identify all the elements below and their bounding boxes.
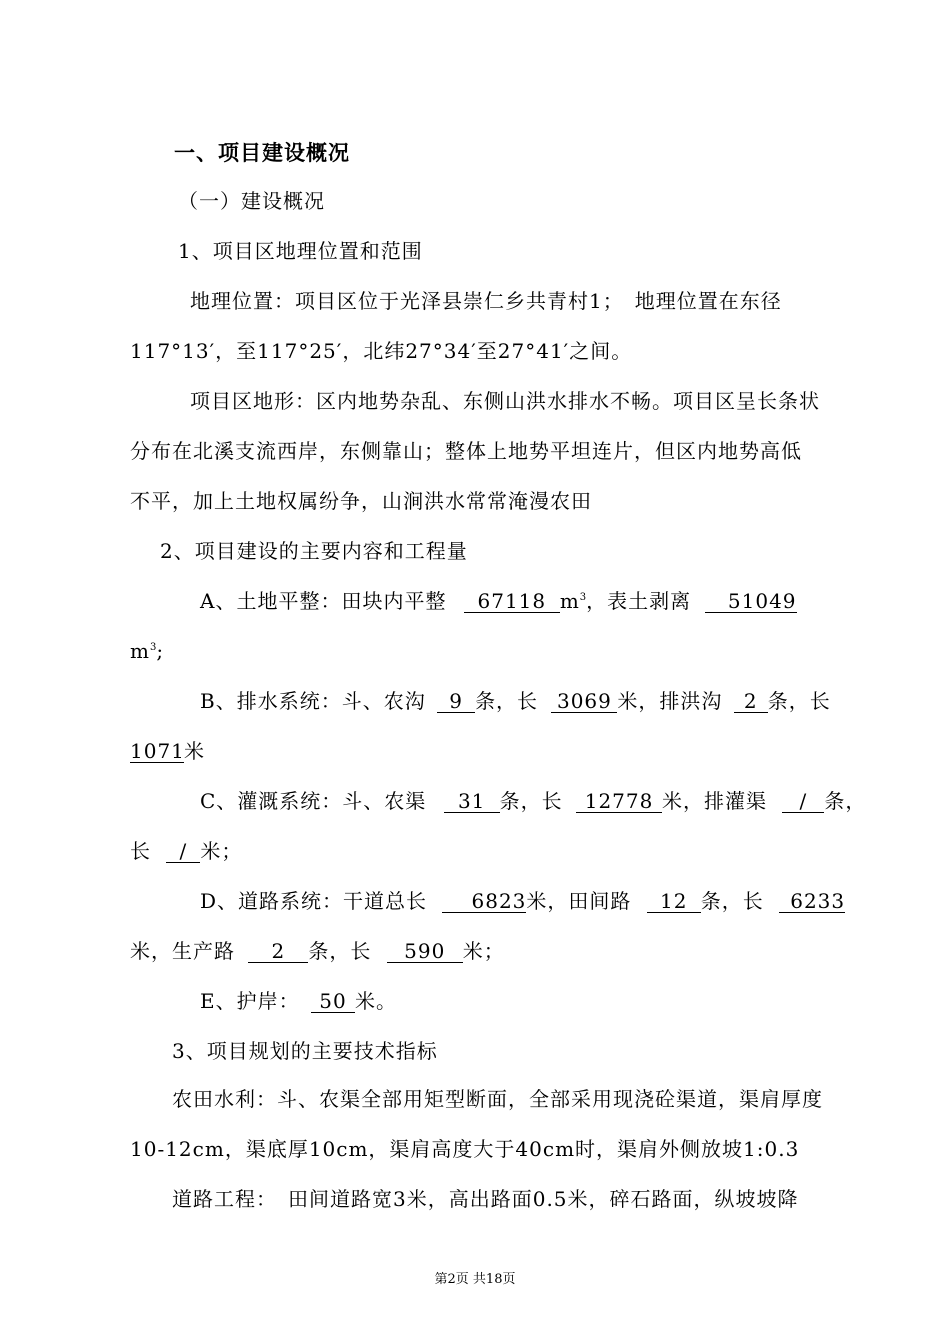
item-c-line-1: [200, 788, 866, 814]
unit: m: [559, 589, 580, 613]
item-a-end: ;: [156, 639, 165, 663]
road-engineering-line-1: 道路工程： 田间道路宽3米，高出路面0.5米，碎石路面，纵坡坡降: [172, 1187, 799, 1211]
item-c-line-2: [130, 838, 242, 864]
section-heading: 一、项目建设概况: [174, 141, 350, 165]
drain-ditch-count: 9: [437, 690, 475, 713]
trunk-road-length: 6823: [442, 890, 526, 913]
production-road-length: 590: [387, 940, 463, 963]
text: 条，长: [767, 689, 831, 713]
drain-ditch-length: 3069: [551, 690, 617, 713]
text: 米: [184, 739, 205, 763]
item-d-line-2: [130, 938, 505, 964]
item-a-mid: ，表土剥离: [586, 589, 692, 613]
section-2-title: 2、项目建设的主要内容和工程量: [160, 539, 468, 563]
canal-count: 31: [444, 790, 500, 813]
item-a-line-1: [200, 588, 797, 614]
text: 条，长: [475, 689, 539, 713]
revetment-length: 50: [311, 990, 355, 1013]
page-number-footer: 第2页 共18页: [434, 1272, 516, 1287]
item-a-lead: A、土地平整：田块内平整: [200, 589, 447, 613]
text: 条，长: [308, 939, 372, 963]
text: 米。: [354, 989, 397, 1013]
text: 条，: [824, 789, 867, 813]
item-b-lead: B、排水系统：斗、农沟: [200, 689, 426, 713]
text: 条，长: [700, 889, 764, 913]
flood-ditch-count: 2: [734, 690, 768, 713]
text: 米；: [462, 939, 505, 963]
topsoil-stripping-volume: 51049: [705, 590, 797, 613]
text: 米，田间路: [526, 889, 632, 913]
subsection-heading: （一）建设概况: [178, 189, 325, 213]
unit-superscript: 3: [579, 592, 587, 603]
item-e-lead: E、护岸：: [200, 989, 300, 1013]
text: 米，排灌渠: [662, 789, 768, 813]
item-b-line-2: [130, 738, 205, 764]
item-d-line-1: [200, 888, 845, 914]
water-conservancy-line-1: 农田水利：斗、农渠全部用矩型断面，全部采用现浇砼渠道，渠肩厚度: [172, 1087, 823, 1111]
text: 米，排洪沟: [617, 689, 723, 713]
item-e-line: [200, 988, 397, 1014]
field-leveling-volume: 67118: [464, 590, 560, 613]
item-b-line-1: [200, 688, 831, 714]
water-conservancy-line-2: 10-12cm，渠底厚10cm，渠肩高度大于40cm时，渠肩外侧放坡1:0.3: [130, 1137, 800, 1161]
flood-ditch-length: 1071: [130, 739, 185, 763]
section-3-title: 3、项目规划的主要技术指标: [172, 1039, 438, 1063]
irrigation-canal-length: /: [166, 840, 200, 863]
geo-location-line-2: 117°13′，至117°25′，北纬27°34′至27°41′之间。: [130, 339, 633, 363]
terrain-line-3: 不平，加上土地权属纷争，山涧洪水常常淹漫农田: [130, 489, 592, 513]
text: 米，生产路: [130, 939, 235, 963]
terrain-line-2: 分布在北溪支流西岸，东侧靠山；整体上地势平坦连片，但区内地势高低: [130, 439, 802, 463]
field-road-count: 12: [647, 890, 701, 913]
production-road-count: 2: [248, 940, 308, 963]
section-1-title: 1、项目区地理位置和范围: [178, 239, 423, 263]
text: 长: [130, 839, 151, 863]
canal-length: 12778: [576, 790, 662, 813]
unit-superscript: 3: [149, 642, 157, 653]
field-road-length: 6233: [779, 890, 845, 913]
geo-location-line-1: 地理位置：项目区位于光泽县崇仁乡共青村1； 地理位置在东径: [190, 289, 782, 313]
unit: m: [130, 639, 150, 663]
item-d-lead: D、道路系统：干道总长: [200, 889, 428, 913]
terrain-line-1: 项目区地形：区内地势杂乱、东侧山洪水排水不畅。项目区呈长条状: [190, 389, 820, 413]
item-a-line-2: [130, 638, 164, 664]
text: 条，长: [499, 789, 563, 813]
item-c-lead: C、灌溉系统：斗、农渠: [200, 789, 427, 813]
irrigation-canal-count: /: [782, 790, 824, 813]
text: 米；: [200, 839, 243, 863]
